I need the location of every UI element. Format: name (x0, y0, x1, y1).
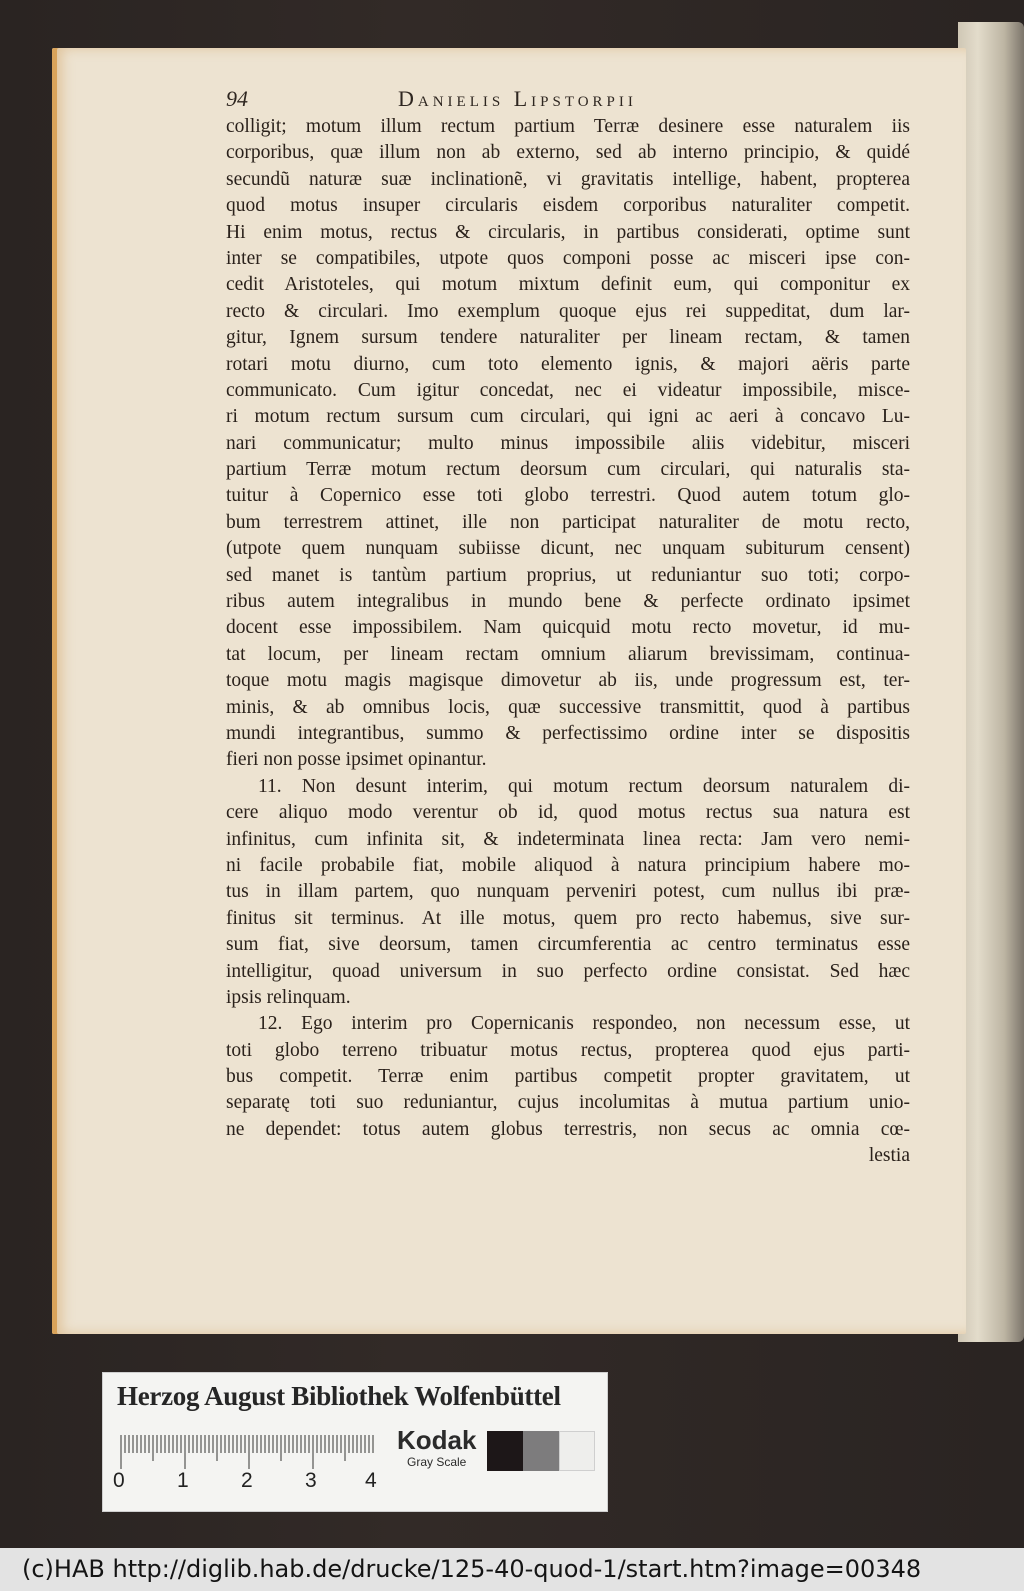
text-line: cere aliquo modo verentur ob id, quod motus rectus sua natura est (226, 802, 910, 824)
text-line: separatę toti suo reduniantur, cujus incolumitas à mutua partium unio- (226, 1092, 910, 1114)
text-line: finitus sit terminus. At ille motus, quem pro recto habemus, sive sur- (226, 907, 910, 929)
text-line: Hi enim motus, rectus & circularis, in partibus considerati, optime sunt (226, 221, 910, 243)
text-line: ipsis relinquam. (226, 986, 351, 1008)
gray-swatch-mid (523, 1431, 559, 1471)
catchword: lestia (868, 1145, 910, 1167)
color-calibration-bar (102, 1372, 608, 1512)
gray-swatch-dark (487, 1431, 523, 1471)
ruler-label: 2 (241, 1469, 253, 1492)
text-line: bum terrestrem attinet, ille non participat naturaliter de motu recto, (226, 511, 910, 533)
text-line: infinitus, cum infinita sit, & indeterminata linea recta: Jam vero nemi- (226, 828, 910, 850)
text-line: (utpote quem nunquam subiisse dicunt, nec unquam subiturum censent) (226, 538, 910, 560)
ruler-label: 1 (177, 1469, 189, 1492)
text-line: 11. Non desunt interim, qui motum rectum deorsum naturalem di- (258, 775, 910, 797)
text-line: toque motu magis magisque dimovetur ab iis, unde progressum est, ter- (226, 670, 910, 692)
ruler (119, 1431, 375, 1471)
text-line: toti globo terreno tribuatur motus rectus, propterea quod ejus parti- (226, 1039, 910, 1061)
text-line: communicato. Cum igitur concedat, nec ei videatur impossibile, misce- (226, 379, 910, 401)
text-line: 12. Ego interim pro Copernicanis respondeo, non necessum esse, ut (258, 1013, 910, 1035)
text-line: minis, & ab omnibus locis, quæ successive transmittit, quod à partibus (226, 696, 910, 718)
text-line: docent esse impossibilem. Nam quicquid motu recto movetur, id mu- (226, 617, 910, 639)
text-line: tat locum, per lineam rectam omnium aliarum brevissimam, continua- (226, 643, 910, 665)
text-line: sum fiat, sive deorsum, tamen circumferentia ac centro terminatus esse (226, 934, 910, 956)
gray-swatch-light (559, 1431, 595, 1471)
text-line: fieri non posse ipsimet opinantur. (226, 749, 487, 771)
text-line: ri motum rectum sursum cum circulari, qui igni ac aeri à concavo Lu- (226, 406, 910, 428)
text-line: ne dependet: totus autem globus terrestris, non secus ac omnia cœ- (226, 1118, 910, 1140)
running-head-title: Danielis Lipstorpii (398, 86, 637, 111)
ruler-label: 3 (305, 1469, 317, 1492)
text-line: ribus autem integralibus in mundo bene & perfecte ordinato ipsimet (226, 591, 910, 613)
text-line: inter se compatibiles, utpote quos componi posse ac misceri ipse con- (226, 247, 910, 269)
text-line: ni facile probabile fiat, mobile aliquod à natura principium habere mo- (226, 854, 910, 876)
running-head (226, 86, 906, 112)
source-url-footer: (c)HAB http://diglib.hab.de/drucke/125-40-quod-1/start.htm?image=00348 (0, 1548, 1024, 1591)
text-line: tus in illam partem, quo nunquam perveniri potest, cum nullus ibi præ- (226, 881, 910, 903)
text-line: gitur, Ignem sursum tendere naturaliter per lineam rectam, & tamen (226, 327, 910, 349)
text-line: corporibus, quæ illum non ab externo, sed ab interno principio, & quidé (226, 142, 910, 164)
text-line: colligit; motum illum rectum partium Terræ desinere esse naturalem iis (226, 116, 910, 137)
text-line: nari communicatur; multo minus impossibile aliis videbitur, misceri (226, 432, 910, 454)
text-line: tuitur à Copernico esse toti globo terrestri. Quod autem totum glo- (226, 485, 910, 507)
kodak-logo: Kodak (397, 1425, 477, 1455)
text-line: recto & circulari. Imo exemplum quoque ejus rei suppeditat, dum lar- (226, 300, 910, 322)
text-line: sed manet is tantùm partium proprius, ut reduniantur suo toti; corpo- (226, 564, 910, 586)
library-name: Herzog August Bibliothek Wolfenbüttel (117, 1381, 561, 1411)
text-line: mundi integrantibus, summo & perfectissimo ordine inter se dispositis (226, 722, 910, 744)
text-line: secundũ naturæ suæ inclinationẽ, vi gravitatis intellige, habent, propterea (226, 168, 910, 190)
ruler-labels (113, 1469, 393, 1497)
text-line: rotari motu diurno, cum toto elemento ignis, & majori aëris parte (226, 353, 910, 375)
text-line: intelligitur, quoad universum in suo perfecto ordine consistat. Sed hæc (226, 960, 910, 982)
text-line: cedit Aristoteles, qui motum mixtum definit eum, qui componitur ex (226, 274, 910, 296)
text-line: quod motus insuper circularis eisdem corporibus naturaliter competit. (226, 195, 910, 217)
ruler-label: 4 (365, 1469, 377, 1492)
text-line: partium Terræ motum rectum deorsum cum circulari, qui naturalis sta- (226, 459, 910, 481)
page-number: 94 (226, 86, 248, 111)
text-line: bus competit. Terræ enim partibus competit propter gravitatem, ut (226, 1066, 910, 1088)
book-edge (958, 22, 1024, 1342)
body-text (226, 114, 910, 1170)
ruler-label: 0 (113, 1469, 125, 1492)
kodak-gray-scale-label: Gray Scale (407, 1455, 467, 1469)
